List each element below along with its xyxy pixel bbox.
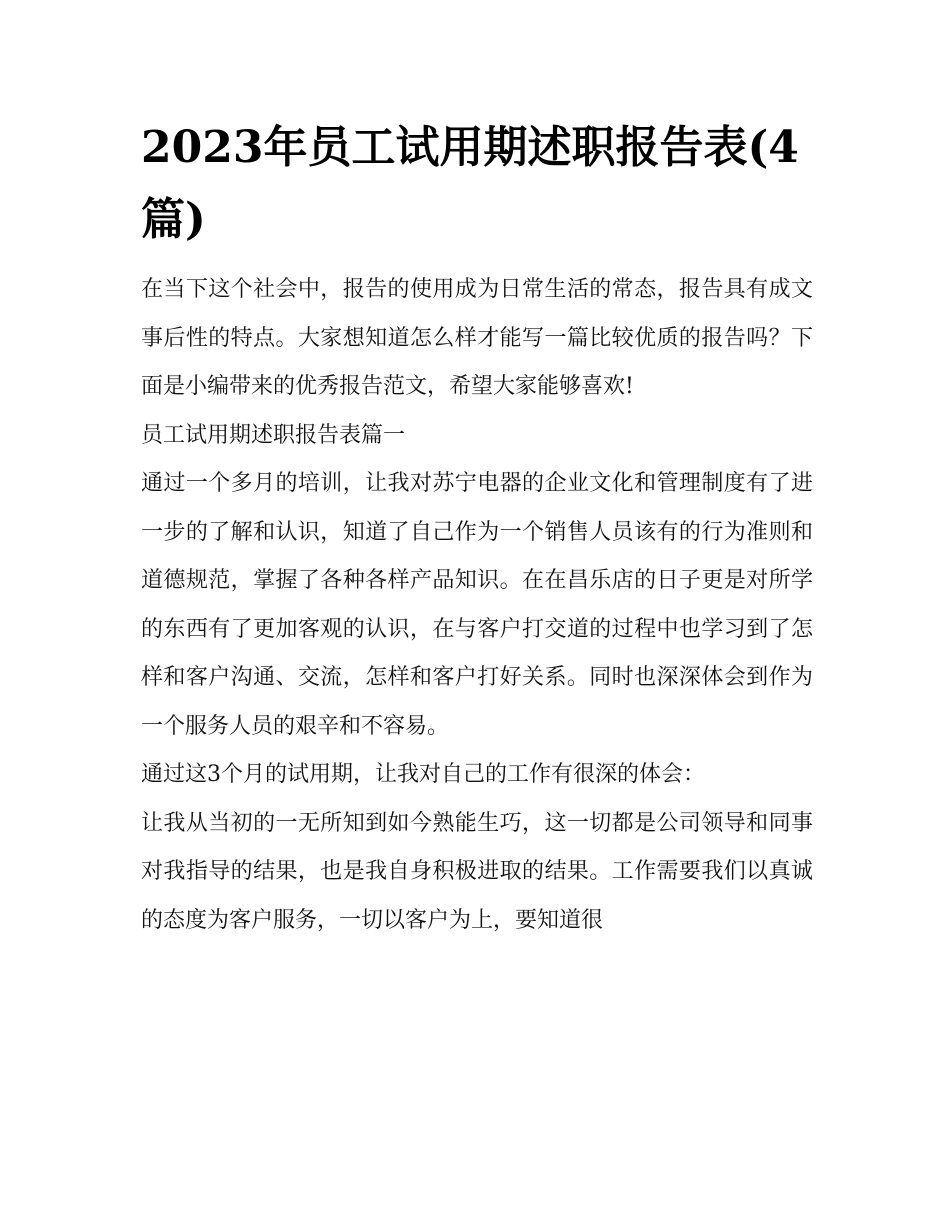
body-paragraph: 让我从当初的一无所知到如今熟能生巧，这一切都是公司领导和同事对我指导的结果，也是我自身积极进取的结果。工作需要我们以真诚的态度为客户服务，一切以客户为上，要知道很 (141, 810, 813, 933)
body-paragraph: 通过一个多月的培训，让我对苏宁电器的企业文化和管理制度有了进一步的了解和认识，知道了自己作为一个销售人员该有的行为准则和道德规范，掌握了各种各样产品知识。在在昌乐店的日子更是对所学的东西有了更加客观的认识，在与客户打交道的过程中也学习到了怎样和客户沟通、交流，怎样和客户打好关系。同时也深深体会到作为一个服务人员的艰辛和不容易。 (141, 471, 813, 739)
section-heading: 员工试用期述职报告表篇一 (141, 422, 406, 448)
document-title: 2023年员工试用期述职报告表(4篇) (141, 122, 799, 245)
intro-paragraph: 在当下这个社会中，报告的使用成为日常生活的常态，报告具有成文事后性的特点。大家想知道怎么样才能写一篇比较优质的报告吗？下面是小编带来的优秀报告范文，希望大家能够喜欢! (141, 277, 813, 399)
body-paragraph: 通过这3个月的试用期，让我对自己的工作有很深的体会： (141, 762, 705, 787)
document-content (141, 112, 813, 945)
document-body (141, 266, 813, 945)
